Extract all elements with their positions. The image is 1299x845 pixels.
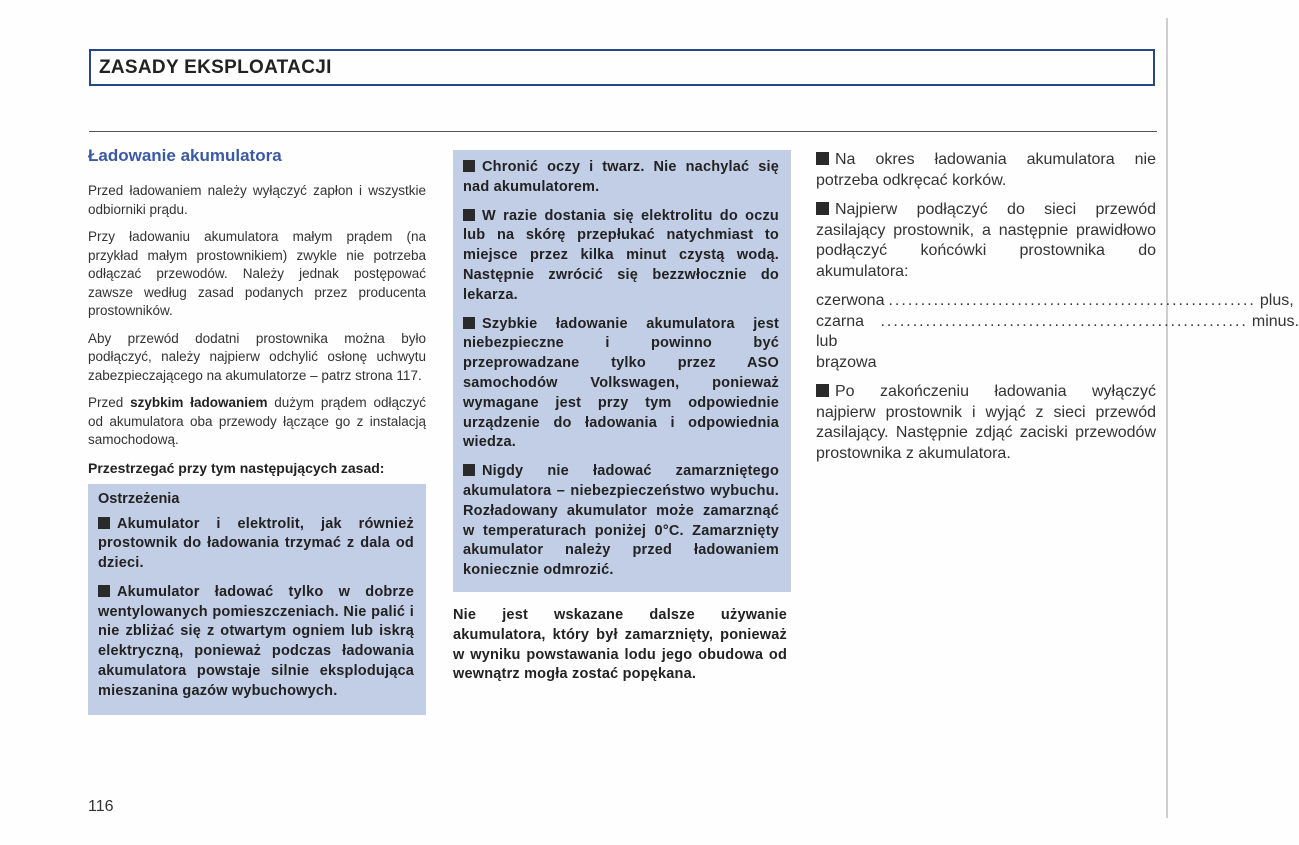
warning-text: Akumulator i elektrolit, jak również prostownik do ładowania trzymać z dala od dzieci.	[98, 515, 414, 572]
bullet-square-icon	[98, 585, 110, 597]
bullet-square-icon	[98, 517, 110, 529]
warning-text: Chronić oczy i twarz. Nie nachylać się nad akumulatorem.	[463, 159, 779, 195]
warning-item	[463, 315, 779, 454]
bullet-square-icon	[816, 202, 829, 215]
frozen-battery-note: Nie jest wskazane dalsze używanie akumulatora, który był zamarznięty, ponieważ w wyniku powstawania lodu jego obudowa od wewnątrz mogła zostać popękana.	[453, 606, 787, 683]
cable-color-row	[816, 312, 1299, 374]
warning-box	[88, 484, 426, 715]
column-middle	[453, 150, 791, 685]
bold-term: szybkim ładowaniem	[130, 395, 268, 410]
paragraph: Przy ładowaniu akumulatora małym prądem (na przykład małym prostownikiem) zwykle nie potrzeba odłączać przewodów. Należy jednak postępować zawsze według zasad podanych przez producenta prostowników.	[88, 229, 426, 318]
paragraph: Aby przewód dodatni prostownika można było podłączyć, należy najpierw odchylić osłonę uchwytu zabezpieczającego na akumulatorze – patrz strona 117.	[88, 330, 426, 383]
section-title: Ładowanie akumulatora	[88, 146, 282, 165]
cable-color-label: czarna lub brązowa	[816, 312, 877, 371]
chapter-header	[89, 49, 1155, 86]
instruction-item	[816, 150, 1156, 191]
bullet-square-icon	[463, 209, 475, 221]
text-span: Przed	[88, 395, 131, 410]
warning-item	[98, 583, 414, 702]
instruction-text: Na okres ładowania akumulatora nie potrzeba odkręcać korków.	[816, 151, 1156, 189]
cable-color-value: plus,	[1259, 292, 1294, 309]
warning-title: Ostrzeżenia	[98, 490, 180, 507]
warning-box-continued	[453, 150, 791, 592]
warning-item	[463, 207, 779, 306]
instruction-item	[816, 200, 1156, 282]
column-left	[88, 146, 426, 715]
warning-item	[98, 515, 414, 574]
page-number: 116	[88, 798, 114, 815]
paragraph: Przed ładowaniem należy wyłączyć zapłon i wszystkie odbiorniki prądu.	[88, 183, 426, 217]
cable-color-row	[816, 291, 1294, 312]
chapter-title: ZASADY EKSPLOATACJI	[99, 56, 332, 78]
rules-intro: Przestrzegać przy tym następujących zasad:	[88, 459, 385, 476]
instruction-text: Po zakończeniu ładowania wyłączyć najpierw prostownik i wyjąć z sieci przewód zasilający. Następnie zdjąć zaciski przewodów prostownika z akumulatora.	[816, 383, 1156, 462]
warning-item	[463, 462, 779, 581]
instruction-item	[816, 382, 1156, 464]
warning-item	[463, 158, 779, 198]
column-right	[816, 150, 1299, 473]
cable-color-list	[816, 291, 1299, 373]
text-span: dużym prądem odłączyć od akumulatora oba przewody łączące go z instalacją samochodową.	[88, 395, 426, 447]
warning-text: Akumulator ładować tylko w dobrze wentylowanych pomieszczeniach. Nie palić i nie zbliżać się z otwartym ogniem lub iskrą elektryczną, ponieważ podczas ładowania akumulatora powstaje silnie eksplodująca mieszanina gazów wybuchowych.	[98, 583, 414, 699]
cable-color-value: minus.	[1251, 312, 1299, 330]
bullet-square-icon	[463, 464, 475, 476]
section-divider	[89, 131, 1157, 132]
bullet-square-icon	[463, 160, 475, 172]
warning-text: W razie dostania się elektrolitu do oczu lub na skórę przepłukać natychmiast to miejsce przez kilka minut czystą wodą. Następnie zwrócić się bezzwłocznie do lekarza.	[463, 207, 779, 303]
bullet-square-icon	[816, 384, 829, 397]
bullet-square-icon	[816, 152, 829, 165]
cable-color-label: czerwona	[816, 292, 885, 309]
warning-text: Szybkie ładowanie akumulatora jest niebezpieczne i powinno być przeprowadzane tylko przez ASO samochodów Volkswagen, ponieważ wymagane jest przy tym odpowiednie urządzenie do ładowania i odpowiednia wiedza.	[463, 315, 779, 451]
leader-dots: .........................................................	[888, 292, 1256, 309]
leader-dots: .........................................................	[880, 312, 1248, 330]
warning-text: Nigdy nie ładować zamarzniętego akumulatora – niebezpieczeństwo wybuchu. Rozładowany akumulator może zamarznąć w temperaturach poniżej 0°C. Zamarznięty akumulator należy przed ładowaniem koniecznie odmrozić.	[463, 463, 779, 579]
instruction-text: Najpierw podłączyć do sieci przewód zasilający prostownik, a następnie prawidłowo podłączyć końcówki prostownika do akumulatora:	[816, 201, 1156, 280]
paragraph-fast-charging	[88, 394, 426, 450]
bullet-square-icon	[463, 317, 475, 329]
page-edge-line	[1166, 18, 1168, 818]
